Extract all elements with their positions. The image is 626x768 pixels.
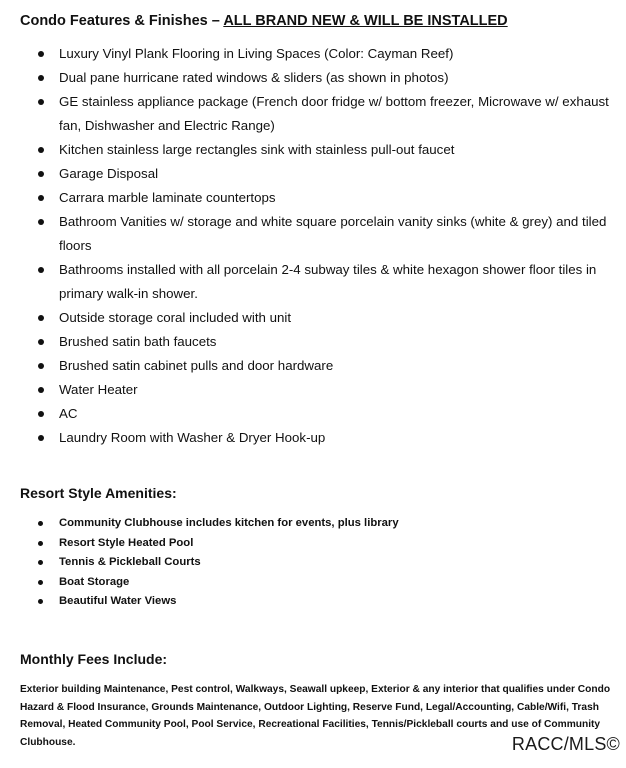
watermark: RACC/MLS©: [511, 734, 620, 754]
feature-item: Garage Disposal: [20, 162, 615, 186]
feature-item: Dual pane hurricane rated windows & sliders (as shown in photos): [20, 66, 615, 90]
feature-item: GE stainless appliance package (French door fridge w/ bottom freezer, Microwave w/ exhaust fan, Dishwasher and Electric Range): [20, 90, 615, 138]
amenity-item: Community Clubhouse includes kitchen for events, plus library: [20, 514, 615, 534]
amenities-heading: Resort Style Amenities:: [20, 485, 177, 501]
features-heading-prefix: Condo Features & Finishes –: [20, 13, 224, 29]
feature-item: Water Heater: [20, 378, 615, 402]
feature-item: Bathrooms installed with all porcelain 2-4 subway tiles & white hexagon shower floor tiles in primary walk-in shower.: [20, 258, 615, 306]
feature-item: AC: [20, 402, 615, 426]
amenity-item: Tennis & Pickleball Courts: [20, 553, 615, 573]
amenity-item: Beautiful Water Views: [20, 592, 615, 612]
amenity-item: Resort Style Heated Pool: [20, 534, 615, 554]
feature-item: Kitchen stainless large rectangles sink with stainless pull-out faucet: [20, 138, 615, 162]
features-heading: [20, 13, 508, 29]
feature-item: Carrara marble laminate countertops: [20, 186, 615, 210]
fees-text: Exterior building Maintenance, Pest control, Walkways, Seawall upkeep, Exterior & any interior that qualifies under Condo Hazard & Flood Insurance, Grounds Maintenance, Outdoor Lighting, Reserve Fund, Legal/Accounting, Cable/Wifi, Trash Removal, Heated Community Pool, Pool Service, Recreational Facilities, Tennis/Pickleball courts and use of Community Clubhouse.: [20, 684, 611, 748]
amenities-list: [20, 514, 615, 612]
feature-item: Luxury Vinyl Plank Flooring in Living Spaces (Color: Cayman Reef): [20, 42, 615, 66]
features-list: [20, 42, 615, 450]
feature-item: Laundry Room with Washer & Dryer Hook-up: [20, 426, 615, 450]
fees-heading: Monthly Fees Include:: [20, 651, 168, 667]
amenity-item: Boat Storage: [20, 573, 615, 593]
feature-item: Outside storage coral included with unit: [20, 306, 615, 330]
feature-item: Brushed satin cabinet pulls and door hardware: [20, 354, 615, 378]
feature-item: Bathroom Vanities w/ storage and white square porcelain vanity sinks (white & grey) and tiled floors: [20, 210, 615, 258]
feature-item: Brushed satin bath faucets: [20, 330, 615, 354]
features-heading-emphasis: ALL BRAND NEW & WILL BE INSTALLED: [223, 13, 508, 29]
